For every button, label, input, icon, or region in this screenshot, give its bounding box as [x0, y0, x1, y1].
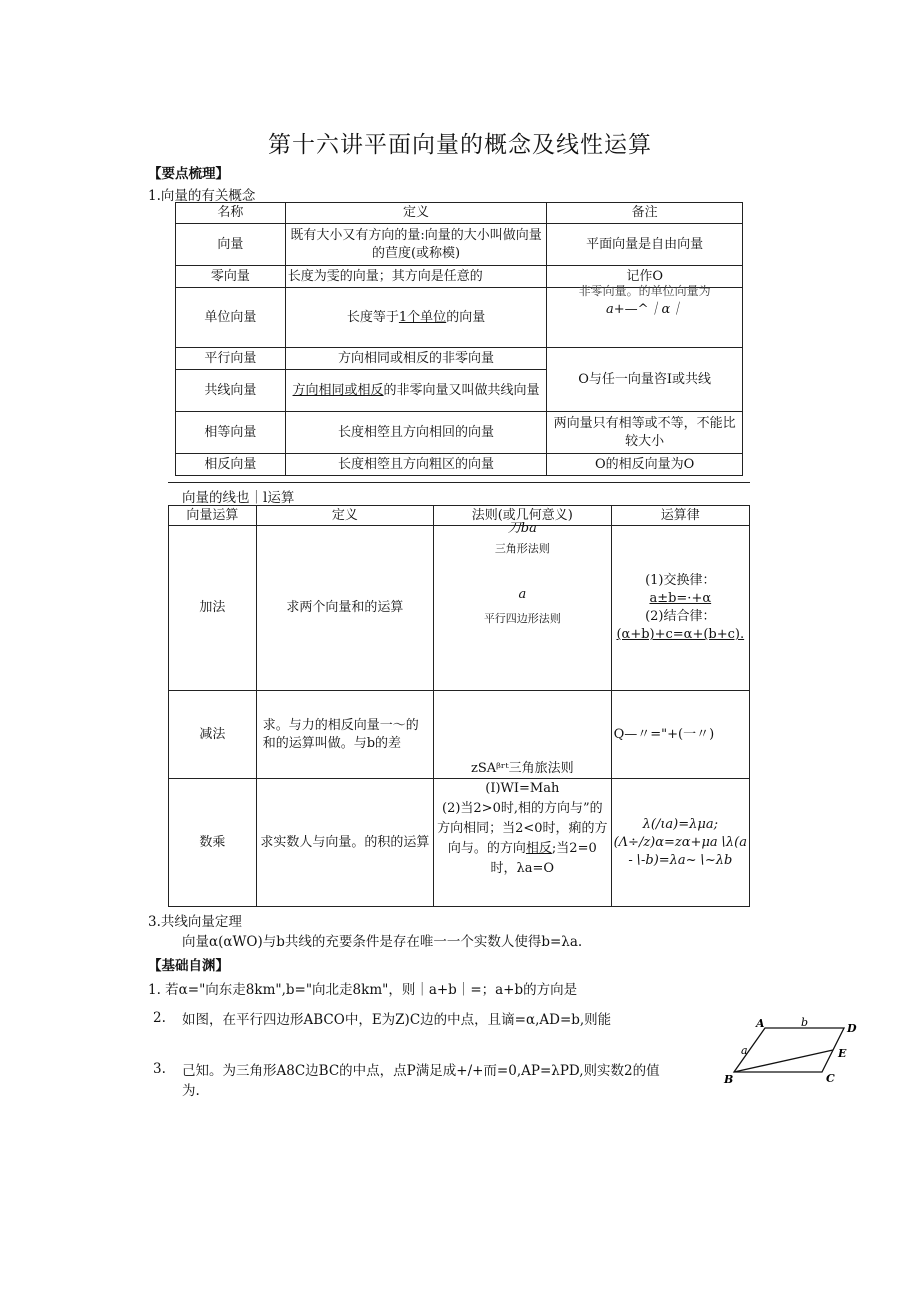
table-header-row [176, 203, 743, 224]
row-rule: zSAᵝʳᵗ三角旅法则 [434, 691, 612, 779]
header-definition: 定义 [285, 203, 547, 224]
header-law: 运算律 [611, 506, 749, 526]
row-rule [434, 779, 612, 907]
rule-direction-underlined: 相反 [525, 841, 552, 856]
subheading-collinear-theorem: 3.共线向量定理 [148, 914, 242, 930]
row-definition: 求。与力的相反向量一～的和的运算叫做。与b的差 [256, 691, 433, 779]
row-note [547, 284, 743, 348]
row-name: 共线向量 [176, 370, 286, 412]
row-note: 记作O [547, 266, 743, 288]
table-row [169, 526, 750, 691]
rule-direction [436, 799, 609, 879]
question-2: 如图，在平行四边形ABCO中，E为Z)C边的中点，且谪=α,AD=b,则能 [182, 1012, 612, 1028]
rule-zero: ;当2=0时，λa=O [490, 841, 597, 876]
row-name: 相等向量 [176, 412, 286, 454]
row-law [611, 779, 749, 907]
subheading-concepts: 1.向量的有关概念 [148, 188, 256, 204]
parallelogram-figure [722, 1016, 870, 1086]
row-definition: 既有大小又有方向的量:向量的大小叫做向量的苣度(或称模) [285, 224, 547, 266]
row-definition: 长度相箜且方向相回的向量 [285, 412, 547, 454]
table-row [176, 224, 743, 266]
law-associative-formula: (α+b)+c=α+(b+c). [616, 627, 745, 642]
law-3: -∖-b)=λa~∖~λb [628, 852, 733, 868]
segment-be [734, 1050, 833, 1072]
note-line-1: 非零向量。的单位向量为 [578, 284, 711, 298]
question-3-number: 3. [153, 1061, 166, 1077]
def-post: 的非零向量又叫做共线向量 [383, 382, 540, 398]
note-line-2: a+—^｜α｜ [605, 302, 684, 317]
label-vector-b: b [801, 1016, 809, 1029]
label-b-point: B [724, 1073, 734, 1086]
question-2-number: 2. [153, 1010, 166, 1026]
def-post: 的向量 [446, 309, 486, 325]
table-row [169, 779, 750, 907]
table-row [176, 348, 743, 370]
row-name: 数乘 [169, 779, 257, 907]
label-c-point: C [826, 1072, 835, 1085]
row-definition [285, 370, 547, 412]
concepts-table [175, 202, 743, 476]
rule-magnitude: (I)WI=Mah [485, 781, 560, 796]
row-definition: 求两个向量和的运算 [256, 526, 433, 691]
label-vector-a: a [741, 1044, 748, 1057]
table-row [169, 691, 750, 779]
row-name: 零向量 [176, 266, 286, 288]
label-d-point: D [847, 1022, 857, 1035]
theorem-text: 向量α(αWO)与b共线的充要条件是存在唯一一个实数人使得b=λa. [182, 934, 583, 950]
law-commutative: (1)交换律： [645, 573, 716, 588]
row-name: 加法 [169, 526, 257, 691]
parallelogram-outline [734, 1028, 844, 1072]
rule-vector-labels: 刀ba [507, 521, 537, 536]
table-row [176, 454, 743, 476]
operations-table [168, 505, 750, 907]
row-definition [285, 288, 547, 348]
page-title: 第十六讲平面向量的概念及线性运算 [268, 132, 652, 158]
table-row [176, 288, 743, 348]
question-3-line-1: 己知。为三角形A8C边BC的中点，点P满足成+/+而=0,AP=λPD,则实数2的值 [182, 1063, 660, 1079]
question-3 [182, 1059, 722, 1099]
row-note: O与任一向量咨I或共线 [547, 348, 743, 412]
law-associative: (2)结合律： [645, 609, 716, 624]
row-name: 单位向量 [176, 288, 286, 348]
rule-vector-label: a [518, 587, 527, 602]
row-note: 两向量只有相等或不等，不能比较大小 [547, 412, 743, 454]
header-rule: 法则(或几何意义) [434, 506, 612, 526]
header-definition: 定义 [256, 506, 433, 526]
def-underlined: 方向相同或相反 [292, 382, 384, 398]
law-1: λ(/ιa)=λμa; [642, 816, 718, 832]
row-note: 平面向量是自由向量 [547, 224, 743, 266]
row-definition: 长度相箜且方向粗区的向量 [285, 454, 547, 476]
header-operation: 向量运算 [169, 506, 257, 526]
row-rule [434, 521, 612, 691]
header-name: 名称 [176, 203, 286, 224]
row-law: Q—〃="+(一〃) [611, 691, 749, 779]
section-heading-self-test: 【基础自渊】 [148, 958, 229, 974]
row-name: 减法 [169, 691, 257, 779]
row-law [611, 526, 749, 691]
header-note: 备注 [547, 203, 743, 224]
rule-triangle: 三角形法则 [494, 542, 550, 555]
label-e-point: E [838, 1047, 847, 1060]
label-a-point: A [756, 1017, 765, 1030]
row-definition: 求实数人与向量。的积的运算 [256, 779, 433, 907]
def-underlined: 1个单位 [398, 309, 447, 325]
question-1: 1. 若α="向东走8km",b="向北走8km"，则｜a+b｜=；a+b的方向是 [148, 982, 578, 998]
table-row [176, 412, 743, 454]
row-definition: 长度为雯的向量；其方向是任意的 [285, 266, 547, 288]
row-name: 平行向量 [176, 348, 286, 370]
row-name: 向量 [176, 224, 286, 266]
row-name: 相反向量 [176, 454, 286, 476]
row-note: O的相反向量为O [547, 454, 743, 476]
question-3-line-2: 为. [182, 1083, 200, 1099]
rule-parallelogram: 平行四边形法则 [483, 612, 561, 625]
rule-direction-text: (2)当2>0时,相的方向与”的方向相同；当2<0时，痢的方向与。的方向 [437, 801, 608, 856]
separator-line [168, 482, 750, 483]
def-pre: 长度等于 [346, 309, 399, 325]
law-commutative-formula: a±b=·+α [649, 591, 712, 606]
law-2: (Λ÷/z)α=zα+μa∖λ(a [613, 834, 747, 850]
row-definition: 方向相同或相反的非零向量 [285, 348, 547, 370]
section-heading-key-points: 【要点梳理】 [148, 166, 229, 182]
subheading-linear-ops: 向量的线也｜l运算 [182, 490, 295, 506]
